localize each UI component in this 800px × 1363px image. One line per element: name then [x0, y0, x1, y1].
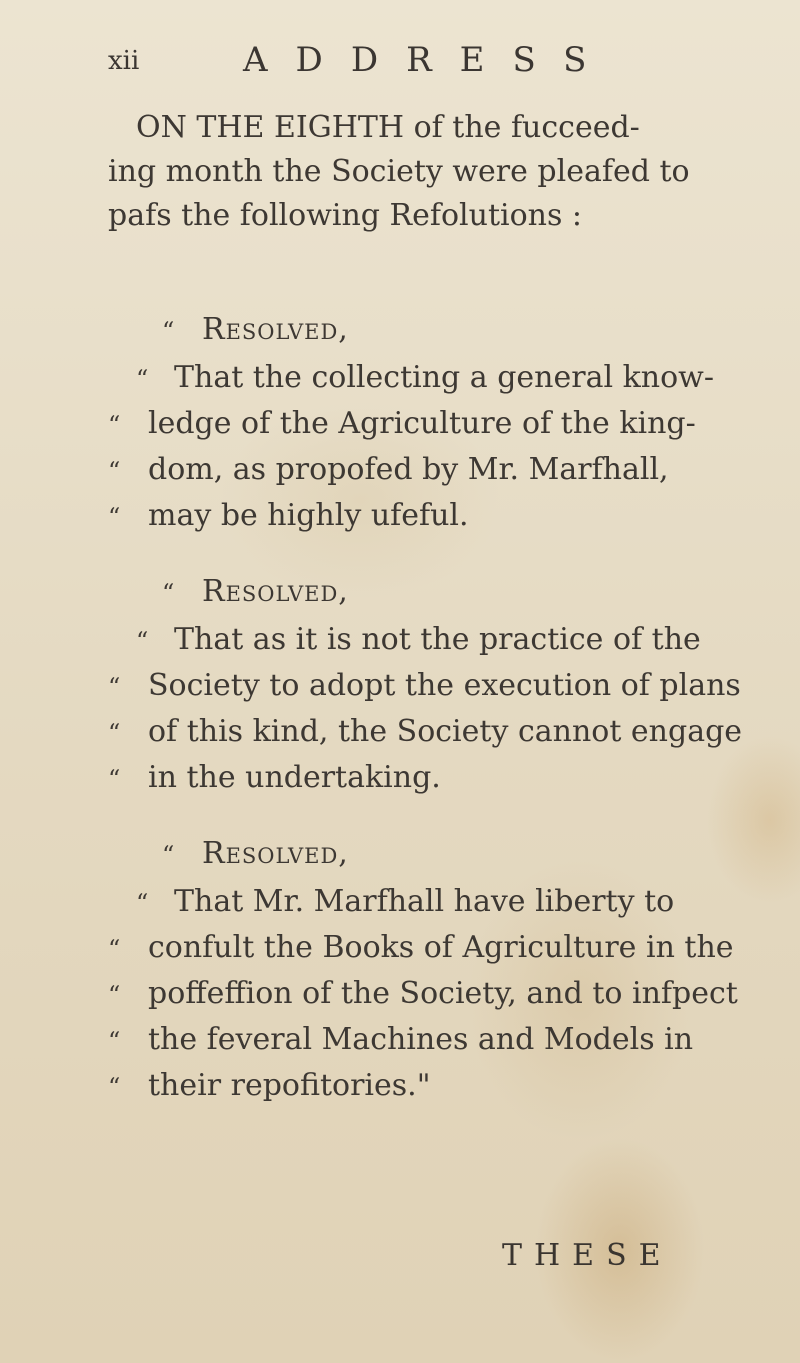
- intro-line-1: ON THE EIGHTH of the fucceed-: [136, 110, 640, 145]
- quote-mark: “: [162, 579, 175, 607]
- resolution-2-line-1: “ That as it is not the practice of the: [136, 622, 701, 657]
- quote-mark: “: [108, 719, 121, 747]
- quote-mark: “: [108, 457, 121, 485]
- quote-mark: “: [108, 935, 121, 963]
- quote-mark: “: [136, 365, 149, 393]
- quote-mark: “: [136, 627, 149, 655]
- resolution-1-line-3: “ dom, as propofed by Mr. Marfhall,: [108, 452, 669, 487]
- quote-mark: “: [108, 503, 121, 531]
- quote-mark: “: [162, 841, 175, 869]
- resolution-1-heading: “ Resolved,: [162, 312, 349, 347]
- resolution-2-line-2: “ Society to adopt the execution of plans: [108, 668, 741, 703]
- quote-mark: “: [162, 317, 175, 345]
- resolution-1-line-2: “ ledge of the Agriculture of the king-: [108, 406, 696, 441]
- intro-line-2: ing month the Society were pleafed to: [108, 154, 690, 189]
- quote-mark: “: [108, 673, 121, 701]
- resolution-3-line-2: “ confult the Books of Agriculture in the: [108, 930, 734, 965]
- quote-mark: “: [108, 1027, 121, 1055]
- quote-mark: “: [108, 981, 121, 1009]
- resolution-2-heading: “ Resolved,: [162, 574, 349, 609]
- resolution-2-line-4: “ in the undertaking.: [108, 760, 441, 795]
- quote-mark: “: [136, 889, 149, 917]
- resolution-3-line-3: “ poffeffion of the Society, and to infpect: [108, 976, 738, 1011]
- resolution-2-line-3: “ of this kind, the Society cannot engage: [108, 714, 743, 749]
- resolution-3-line-5: “ their repofitories.": [108, 1068, 431, 1103]
- intro-line-3: pafs the following Refolutions :: [108, 198, 583, 233]
- resolution-3-line-1: “ That Mr. Marfhall have liberty to: [136, 884, 675, 919]
- catchword: THESE: [502, 1238, 673, 1273]
- page-number: xii: [108, 46, 140, 76]
- resolution-3-heading: “ Resolved,: [162, 836, 349, 871]
- resolution-1-line-1: “ That the collecting a general know-: [136, 360, 714, 395]
- quote-mark: “: [108, 765, 121, 793]
- quote-mark: “: [108, 1073, 121, 1101]
- running-title: ADDRESS: [243, 40, 615, 80]
- resolution-3-line-4: “ the feveral Machines and Models in: [108, 1022, 694, 1057]
- resolution-1-line-4: “ may be highly ufeful.: [108, 498, 469, 533]
- quote-mark: “: [108, 411, 121, 439]
